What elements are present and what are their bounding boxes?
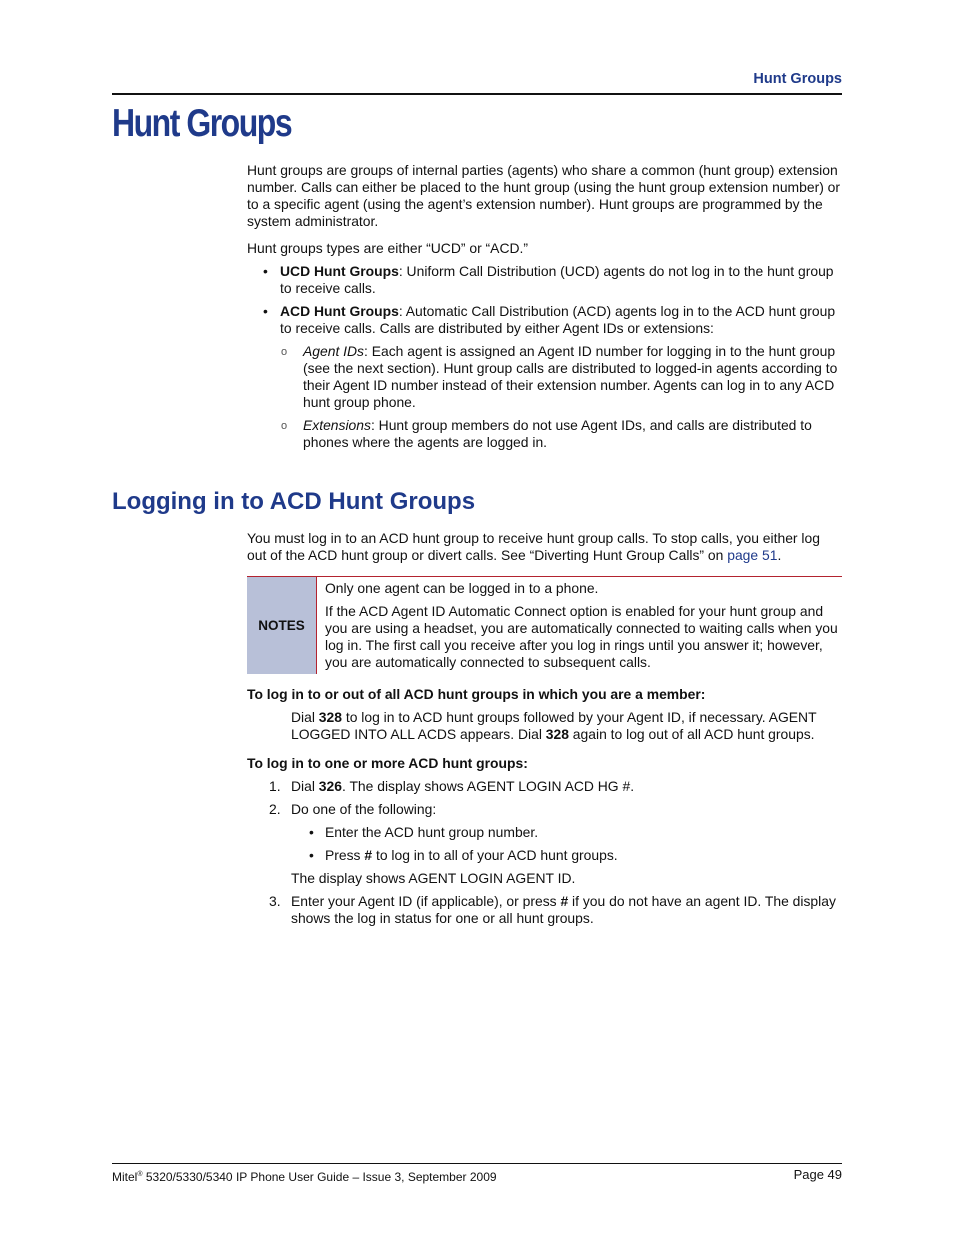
key-label: # — [364, 847, 373, 863]
list-item — [291, 847, 842, 864]
dial-code: 328 — [318, 709, 342, 725]
logging-in-section — [247, 530, 842, 927]
step-text: Dial — [291, 778, 319, 794]
mode-text: : Each agent is assigned an Agent ID number for logging in to the hunt group (see the next section). Hunt group calls are distributed to logged-in agents according to their Agent ID number instead of their extension number. Agents can log in to any ACD hunt group phone. — [303, 343, 838, 410]
section-intro — [247, 530, 842, 564]
procedure-heading: To log in to or out of all ACD hunt groups in which you are a member: — [247, 686, 706, 702]
footer-rule — [112, 1163, 842, 1164]
type-term: UCD Hunt Groups — [280, 263, 399, 279]
mode-term: Agent IDs — [303, 343, 364, 359]
procedure-text — [291, 709, 842, 743]
mode-text: : Hunt group members do not use Agent IDs, and calls are distributed to phones where the agents are logged in. — [303, 417, 812, 450]
procedure-text-part: to log in to ACD hunt groups followed by your Agent ID, if necessary. AGENT LOGGED INTO ALL ACDS appears. Dial — [291, 709, 817, 742]
header-rule — [112, 93, 842, 95]
step-text: if you do not have an agent ID. The display shows the log in status for one or all hunt groups. — [291, 893, 836, 926]
list-item — [280, 417, 842, 451]
step-number: 3. — [269, 893, 281, 909]
footer-guide-title — [112, 1166, 497, 1186]
step-item — [247, 778, 842, 795]
procedure-text-part: again to log out of all ACD hunt groups. — [568, 726, 815, 742]
step-number: 1. — [269, 778, 281, 794]
intro-section — [247, 162, 842, 451]
step-item — [247, 893, 842, 927]
hunt-group-types-list — [247, 263, 842, 451]
list-item — [247, 303, 842, 451]
note-item: Only one agent can be logged in to a phone. — [325, 580, 599, 596]
option-text: to log in to all of your ACD hunt groups. — [372, 847, 618, 863]
section-intro-text: You must log in to an ACD hunt group to receive hunt group calls. To stop calls, you either log out of the ACD hunt group or divert calls. See “Diverting Hunt Group Calls” on — [247, 530, 820, 563]
step-item — [247, 801, 842, 887]
footer-brand: Mitel — [112, 1170, 138, 1184]
list-item — [280, 343, 842, 411]
acd-modes-list — [280, 343, 842, 451]
intro-paragraph: Hunt groups are groups of internal parties (agents) who share a common (hunt group) extension number. Calls can either be placed to the hunt group (using the hunt group extension number) or to a specific agent (using the agent’s extension number). Hunt groups are programmed by the system administrator. — [247, 162, 841, 229]
type-term: ACD Hunt Groups — [280, 303, 399, 319]
step-text: Enter your Agent ID (if applicable), or press — [291, 893, 561, 909]
dial-code: 328 — [545, 726, 569, 742]
list-item — [247, 263, 842, 297]
footer-guide-text: 5320/5330/5340 IP Phone User Guide – Issue 3, September 2009 — [142, 1170, 497, 1184]
notes-box — [247, 576, 842, 674]
page-title: Hunt Groups — [112, 102, 292, 145]
running-header: Hunt Groups — [753, 71, 842, 87]
procedure-text-part: Dial — [291, 709, 319, 725]
page-51-link[interactable]: page 51 — [727, 547, 778, 563]
step-result: The display shows AGENT LOGIN AGENT ID. — [291, 870, 576, 886]
section-title: Logging in to ACD Hunt Groups — [112, 488, 476, 515]
list-item: • Enter the ACD hunt group number. — [291, 824, 842, 841]
procedure-heading: To log in to one or more ACD hunt groups: — [247, 755, 528, 771]
dial-code: 326 — [318, 778, 342, 794]
types-paragraph: Hunt groups types are either “UCD” or “ACD.” — [247, 240, 528, 256]
registered-mark: ® — [137, 1171, 143, 1178]
type-text: : Uniform Call Distribution (UCD) agents do not log in to the hunt group to receive calls. — [280, 263, 834, 296]
type-text: : Automatic Call Distribution (ACD) agents log in to the ACD hunt group to receive calls. Calls are distributed by either Agent IDs or extensions: — [280, 303, 836, 336]
options-list — [291, 824, 842, 864]
page-number: Page 49 — [793, 1167, 842, 1182]
note-item: If the ACD Agent ID Automatic Connect option is enabled for your hunt group and you are using a headset, you are automatically connected to waiting calls when you log in. The first call you receive after you log in rings until you answer it; however, you are automatically connected to subsequent calls. — [325, 603, 838, 670]
key-label: # — [560, 893, 569, 909]
step-number: 2. — [269, 801, 281, 817]
section-intro-end: . — [777, 547, 782, 563]
step-text: Do one of the following: — [291, 801, 437, 817]
mode-term: Extensions — [303, 417, 371, 433]
notes-body — [317, 577, 842, 674]
steps-list — [247, 778, 842, 927]
notes-label: NOTES — [247, 577, 317, 674]
step-text: . The display shows AGENT LOGIN ACD HG #. — [341, 778, 635, 794]
option-text: Press — [325, 847, 365, 863]
